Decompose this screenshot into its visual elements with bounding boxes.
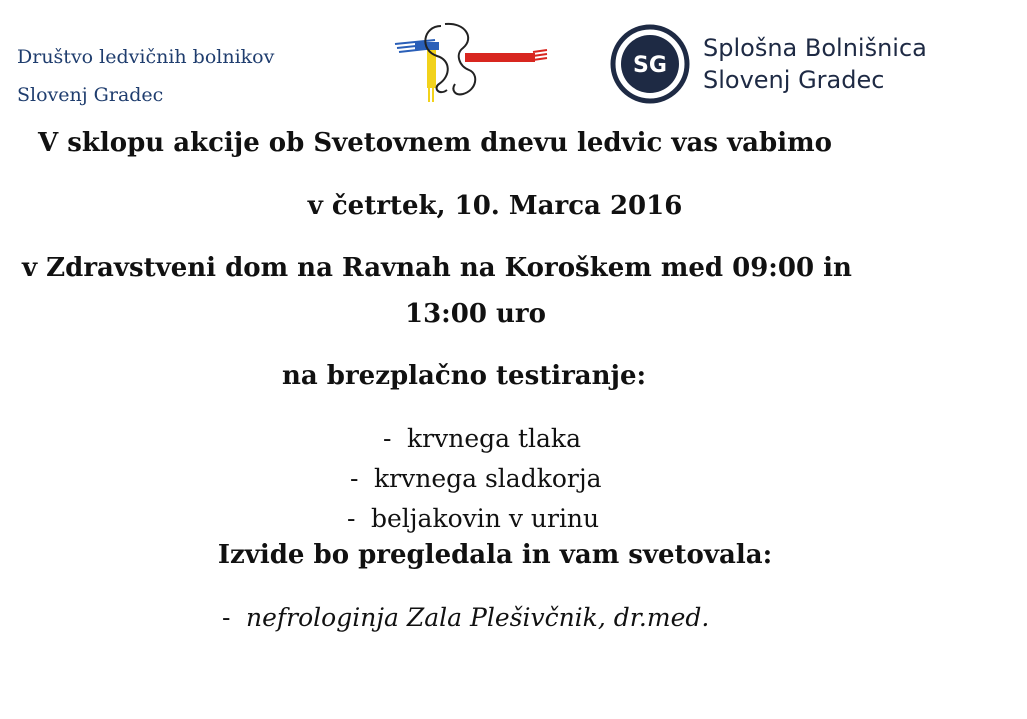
list-dash: -	[347, 504, 356, 533]
list-item	[383, 419, 581, 459]
society-name-line1: Društvo ledvičnih bolnikov	[17, 46, 275, 68]
intro-text: V sklopu akcije ob Svetovnem dnevu ledvic vas vabimo	[38, 128, 832, 158]
hospital-logo-icon	[610, 24, 690, 104]
hospital-name-line2: Slovenj Gradec	[703, 66, 885, 94]
hospital-name-line1: Splošna Bolnišnica	[703, 34, 927, 62]
event-date: v četrtek, 10. Marca 2016	[307, 191, 683, 221]
list-item	[350, 459, 602, 499]
list-dash: -	[350, 464, 359, 493]
society-name-line2: Slovenj Gradec	[17, 84, 164, 106]
society-logo	[393, 20, 548, 104]
doctor-name: nefrologinja Zala Plešivčnik, dr.med.	[246, 603, 710, 632]
list-dash: -	[383, 424, 392, 453]
society-name	[17, 38, 274, 114]
test-item-label: krvnega sladkorja	[374, 464, 602, 493]
event-location: v Zdravstveni dom na Ravnah na Koroškem med 09:00 in	[22, 253, 852, 283]
hospital-logo-text: SG	[633, 53, 667, 78]
testing-heading: na brezplačno testiranje:	[282, 361, 647, 391]
test-item-label: beljakovin v urinu	[371, 504, 600, 533]
list-item	[347, 499, 599, 539]
review-heading: Izvide bo pregledala in vam svetovala:	[217, 540, 773, 570]
list-dash: -	[222, 603, 231, 632]
doctor-item	[222, 603, 709, 632]
hospital-name	[703, 32, 927, 96]
event-time-end: 13:00 uro	[405, 299, 546, 329]
test-item-label: krvnega tlaka	[407, 424, 581, 453]
